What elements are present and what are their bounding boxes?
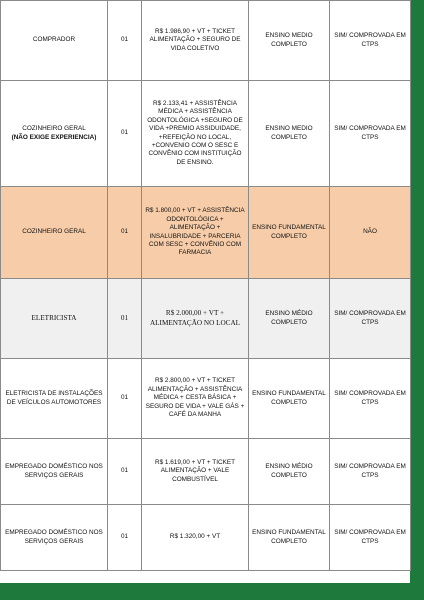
table-row <box>1 81 411 187</box>
table-row-highlighted <box>1 187 411 279</box>
experience-cell: SIM/ COMPROVADA EM CTPS <box>330 439 411 505</box>
education-cell: ENSINO MÉDIO COMPLETO <box>249 279 330 359</box>
salary-benefits-cell: R$ 2.000,00 + VT + ALIMENTAÇÃO NO LOCAL <box>142 279 249 359</box>
role-cell <box>1 81 108 187</box>
experience-cell: SIM/ COMPROVADA EM CTPS <box>330 359 411 439</box>
quantity-cell: 01 <box>108 279 142 359</box>
role-cell: COZINHEIRO GERAL <box>1 187 108 279</box>
role-cell: EMPREGADO DOMÉSTICO NOS SERVIÇOS GERAIS <box>1 505 108 571</box>
table-row <box>1 1 411 81</box>
education-cell: ENSINO FUNDAMENTAL COMPLETO <box>249 505 330 571</box>
role-cell: COMPRADOR <box>1 1 108 81</box>
experience-cell: SIM/ COMPROVADA EM CTPS <box>330 279 411 359</box>
education-cell: ENSINO MEDIO COMPLETO <box>249 1 330 81</box>
education-cell: ENSINO MÉDIO COMPLETO <box>249 439 330 505</box>
quantity-cell: 01 <box>108 187 142 279</box>
experience-cell: SIM/ COMPROVADA EM CTPS <box>330 505 411 571</box>
quantity-cell: 01 <box>108 505 142 571</box>
salary-benefits-cell: R$ 2.800,00 + VT + TICKET ALIMENTAÇÃO + ASSISTÊNCIA MÉDICA + CESTA BÁSICA + SEGURO DE VIDA + VALE GÁS + CAFÉ DA MANHA <box>142 359 249 439</box>
quantity-cell: 01 <box>108 439 142 505</box>
experience-cell: SIM/ COMPROVADA EM CTPS <box>330 1 411 81</box>
role-title: COZINHEIRO GERAL <box>22 125 86 133</box>
education-cell: ENSINO MEDIO COMPLETO <box>249 81 330 187</box>
education-cell: ENSINO FUNDAMENTAL COMPLETO <box>249 187 330 279</box>
role-cell: ELETRICISTA DE INSTALAÇÕES DE VEÍCULOS AUTOMOTORES <box>1 359 108 439</box>
role-note: (NÃO EXIGE EXPERIENCIA) <box>11 133 97 141</box>
table-row <box>1 505 411 571</box>
experience-cell: NÃO <box>330 187 411 279</box>
salary-benefits-cell: R$ 2.133,41 + ASSISTÊNCIA MÉDICA + ASSISTÊNCIA ODONTOLÓGICA +SEGURO DE VIDA +PREMIO ASSIDUIDADE, +REFEIÇÃO NO LOCAL, +CONVENIO COM O SESC E CONVÊNIO COM INSTITUIÇÃO DE ENSINO. <box>142 81 249 187</box>
table-row <box>1 359 411 439</box>
experience-cell: SIM/ COMPROVADA EM CTPS <box>330 81 411 187</box>
education-cell: ENSINO FUNDAMENTAL COMPLETO <box>249 359 330 439</box>
quantity-cell: 01 <box>108 81 142 187</box>
quantity-cell: 01 <box>108 1 142 81</box>
table-row <box>1 439 411 505</box>
salary-benefits-cell: R$ 1.800,00 + VT + ASSISTÊNCIA ODONTOLÓGICA + ALIMENTAÇÃO + INSALUBRIDADE + PARCERIA COM SESC + CONVÊNIO COM FARMACIA <box>142 187 249 279</box>
salary-benefits-cell: R$ 1.986,90 + VT + TICKET ALIMENTAÇÃO + SEGURO DE VIDA COLETIVO <box>142 1 249 81</box>
table-row <box>1 279 411 359</box>
salary-benefits-cell: R$ 1.619,00 + VT + TICKET ALIMENTAÇÃO + VALE COMBUSTÍVEL <box>142 439 249 505</box>
quantity-cell: 01 <box>108 359 142 439</box>
role-cell: EMPREGADO DOMÉSTICO NOS SERVIÇOS GERAIS <box>1 439 108 505</box>
salary-benefits-cell: R$ 1.320,00 + VT <box>142 505 249 571</box>
role-cell: ELETRICISTA <box>1 279 108 359</box>
